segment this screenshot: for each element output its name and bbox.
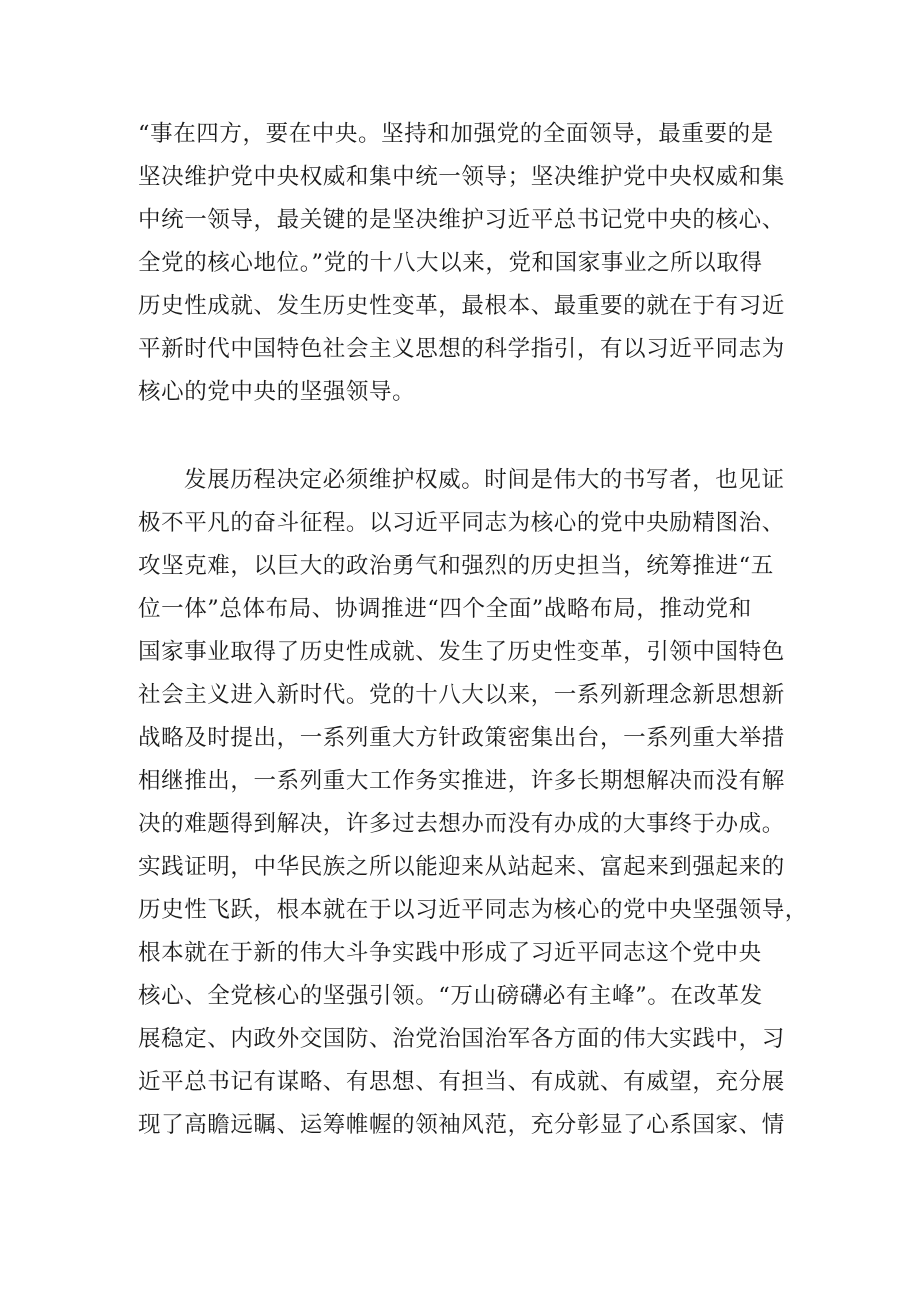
text-line: 决的难题得到解决，许多过去想办而没有办成的大事终于办成。: [138, 811, 785, 837]
text-line: “事在四方，要在中央。坚持和加强党的全面领导，最重要的是: [138, 121, 774, 147]
text-line: 历史性成就、发生历史性变革，最根本、最重要的就在于有习近: [138, 293, 785, 319]
text-line: 展稳定、内政外交国防、治党治国治军各方面的伟大实践中，习: [138, 1026, 785, 1052]
text-line: 中统一领导，最关键的是坚决维护习近平总书记党中央的核心、: [138, 207, 785, 233]
text-line: 社会主义进入新时代。党的十八大以来，一系列新理念新思想新: [138, 682, 785, 708]
text-line: 根本就在于新的伟大斗争实践中形成了习近平同志这个党中央: [138, 940, 762, 966]
text-line: 国家事业取得了历史性成就、发生了历史性变革，引领中国特色: [138, 639, 785, 665]
paragraph-1: [138, 113, 798, 414]
text-line: 全党的核心地位。”党的十八大以来，党和国家事业之所以取得: [138, 250, 763, 276]
text-line: 核心的党中央的坚强领导。: [138, 379, 416, 405]
text-line: 极不平凡的奋斗征程。以习近平同志为核心的党中央励精图治、: [138, 510, 785, 536]
text-line: 位一体”总体布局、协调推进“四个全面”战略布局，推动党和: [138, 596, 752, 622]
text-line: 平新时代中国特色社会主义思想的科学指引，有以习近平同志为: [138, 336, 785, 362]
text-line: 现了高瞻远瞩、运筹帷幄的领袖风范，充分彰显了心系国家、情: [138, 1112, 785, 1138]
text-line: 相继推出，一系列重大工作务实推进，许多长期想解决而没有解: [138, 768, 785, 794]
text-line: 战略及时提出，一系列重大方针政策密集出台，一系列重大举措: [138, 725, 785, 751]
paragraph-2: [138, 459, 808, 1147]
text-line: 坚决维护党中央权威和集中统一领导；坚决维护党中央权威和集: [138, 164, 785, 190]
text-line: 历史性飞跃，根本就在于以习近平同志为核心的党中央坚强领导，: [138, 897, 808, 923]
text-line: 近平总书记有谋略、有思想、有担当、有成就、有威望，充分展: [138, 1069, 785, 1095]
text-line-first-indented: 发展历程决定必须维护权威。时间是伟大的书写者，也见证: [184, 467, 785, 493]
text-line: 核心、全党核心的坚强引领。“万山磅礴必有主峰”。在改革发: [138, 983, 763, 1009]
text-line: 攻坚克难，以巨大的政治勇气和强烈的历史担当，统筹推进“五: [138, 553, 774, 579]
text-line: 实践证明，中华民族之所以能迎来从站起来、富起来到强起来的: [138, 854, 785, 880]
